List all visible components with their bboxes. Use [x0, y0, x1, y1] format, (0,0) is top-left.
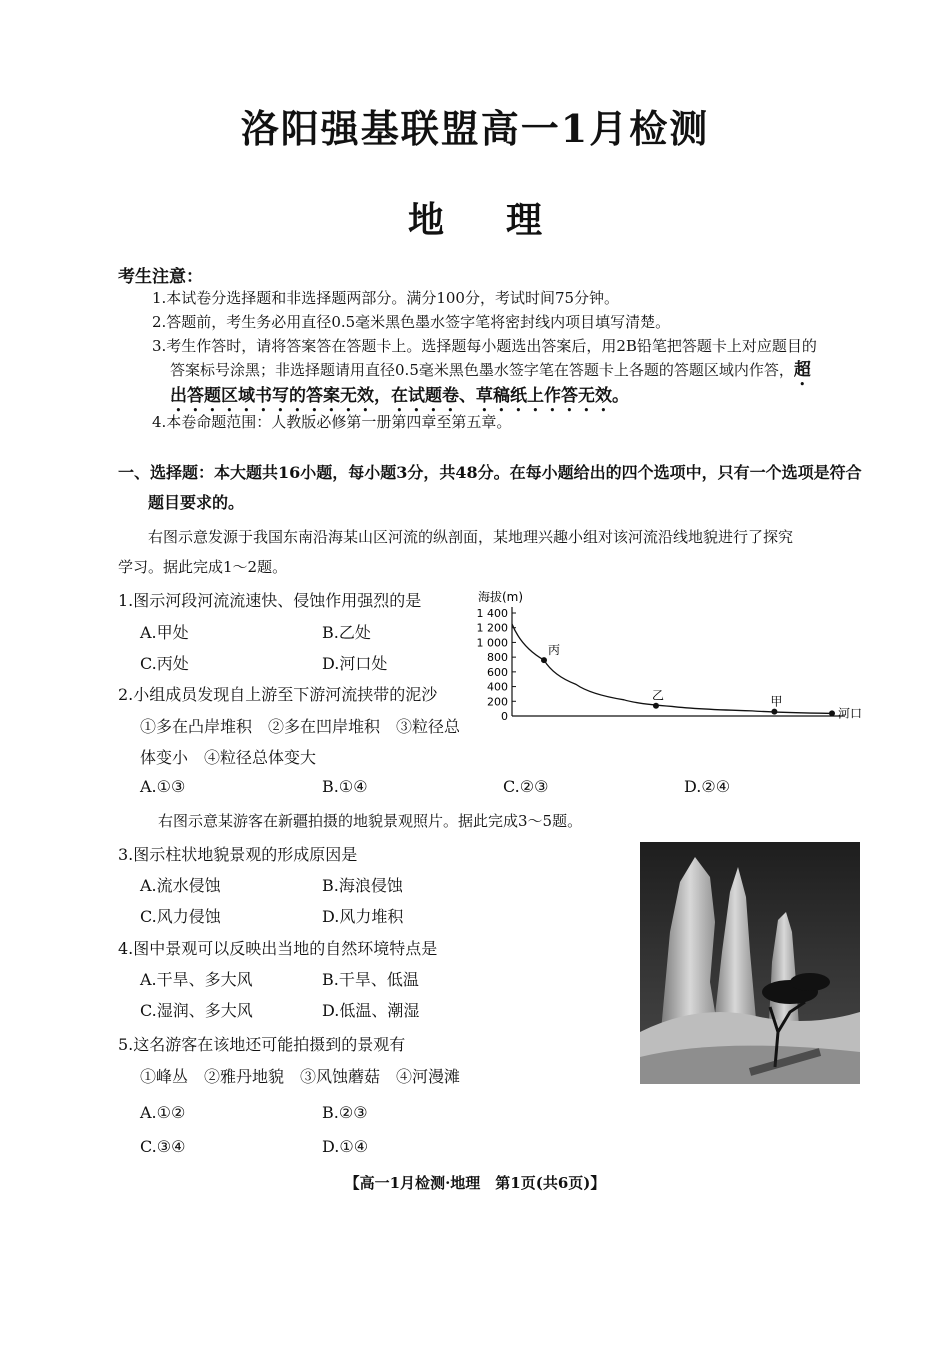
q3-option-b: B.海浪侵蚀 [322, 876, 403, 895]
q2-stem: 2.小组成员发现自上游至下游河流挟带的泥沙 [118, 685, 438, 704]
q1-option-c: C.丙处 [140, 654, 189, 673]
chart-point-label: 乙 [652, 688, 665, 703]
q5-option-d: D.①④ [322, 1137, 369, 1156]
chart-ytick-label: 1 400 [476, 607, 508, 620]
q2-option-d: D.②④ [684, 777, 731, 796]
notice-item-1: 1.本试卷分选择题和非选择题两部分。满分100分，考试时间75分钟。 [152, 289, 620, 307]
chart-point-label: 甲 [770, 694, 783, 709]
q5-option-b: B.②③ [322, 1103, 368, 1122]
q3-option-a: A.流水侵蚀 [140, 876, 221, 895]
chart-point [771, 709, 777, 715]
notice-emphasis: 出答题区域书写的答案无效，在试题卷、草稿纸上作答无效。 [170, 386, 629, 406]
chart-ytick-label: 800 [487, 651, 508, 665]
notice-emphasis-start: 超 [793, 360, 811, 380]
notice-heading: 考生注意： [118, 267, 203, 287]
q1-option-d: D.河口处 [322, 654, 388, 673]
q5-choices: ①峰丛 ②雅丹地貌 ③风蚀蘑菇 ④河漫滩 [140, 1067, 461, 1086]
q3-option-c: C.风力侵蚀 [140, 907, 221, 926]
notice-item-2: 2.答题前，考生务必用直径0.5毫米黑色墨水签字笔将密封线内项目填写清楚。 [152, 313, 671, 331]
q1-option-b: B.乙处 [322, 623, 371, 642]
chart-point-label: 丙 [548, 643, 561, 658]
q2-option-b: B.①④ [322, 777, 368, 796]
subject-title: 地理 [407, 199, 604, 241]
chart-ytick-label: 1 000 [476, 636, 508, 650]
chart-ytick-label: 600 [487, 665, 508, 679]
q4-option-c: C.湿润、多大风 [140, 1001, 253, 1020]
chart-ytick-label: 1 200 [476, 621, 508, 635]
q4-option-b: B.干旱、低温 [322, 970, 419, 989]
chart-point [829, 710, 835, 716]
notice-item-4: 4.本卷命题范围：人教版必修第一册第四章至第五章。 [152, 413, 512, 431]
chart-ytick-label: 0 [501, 710, 508, 723]
intro-q1-2-cont: 学习。据此完成1～2题。 [118, 558, 288, 576]
exam-title: 洛阳强基联盟高一1月检测 [240, 106, 710, 151]
chart-point [653, 703, 659, 709]
q2-choices: ①多在凸岸堆积 ②多在凹岸堆积 ③粒径总 [140, 717, 461, 736]
intro-q1-2: 右图示意发源于我国东南沿海某山区河流的纵剖面，某地理兴趣小组对该河流沿线地貌进行了探究 [148, 528, 794, 546]
chart-ytick-label: 200 [487, 695, 508, 709]
q4-stem: 4.图中景观可以反映出当地的自然环境特点是 [118, 939, 438, 958]
q5-option-c: C.③④ [140, 1137, 186, 1156]
q1-stem: 1.图示河段河流流速快、侵蚀作用强烈的是 [118, 591, 422, 610]
q3-stem: 3.图示柱状地貌景观的形成原因是 [118, 845, 358, 864]
river-profile-chart [470, 585, 870, 735]
q3-option-d: D.风力堆积 [322, 907, 404, 926]
q4-option-a: A.干旱、多大风 [140, 970, 253, 989]
q4-option-d: D.低温、潮湿 [322, 1001, 420, 1020]
section-heading: 一、选择题：本大题共16小题，每小题3分，共48分。在每小题给出的四个选项中，只有一个选项是符合 [118, 463, 862, 482]
page-footer: 【高一1月检测·地理 第1页(共6页)】 [344, 1174, 606, 1192]
q2-option-a: A.①③ [140, 777, 186, 796]
chart-point-label: 河口 [838, 706, 863, 721]
chart-ylabel: 海拔(m) [478, 590, 524, 604]
notice-item-3-line2: 答案标号涂黑；非选择题请用直径0.5毫米黑色墨水签字笔在答题卡上各题的答题区域内作答， [170, 361, 794, 379]
chart-point [541, 657, 547, 663]
section-heading-cont: 题目要求的。 [148, 493, 245, 512]
intro-q3-5: 右图示意某游客在新疆拍摄的地貌景观照片。据此完成3～5题。 [158, 812, 583, 830]
landform-photo [640, 842, 860, 1084]
notice-item-3: 3.考生作答时，请将答案答在答题卡上。选择题每小题选出答案后，用2B铅笔把答题卡上对应题目的 [152, 337, 817, 355]
q1-option-a: A.甲处 [140, 623, 189, 642]
q2-choices-cont: 体变小 ④粒径总体变大 [140, 748, 317, 767]
q2-option-c: C.②③ [503, 777, 549, 796]
q5-option-a: A.①② [140, 1103, 186, 1122]
q5-stem: 5.这名游客在该地还可能拍摄到的景观有 [118, 1035, 406, 1054]
chart-ytick-label: 400 [487, 680, 508, 694]
river-profile-line [512, 624, 832, 713]
